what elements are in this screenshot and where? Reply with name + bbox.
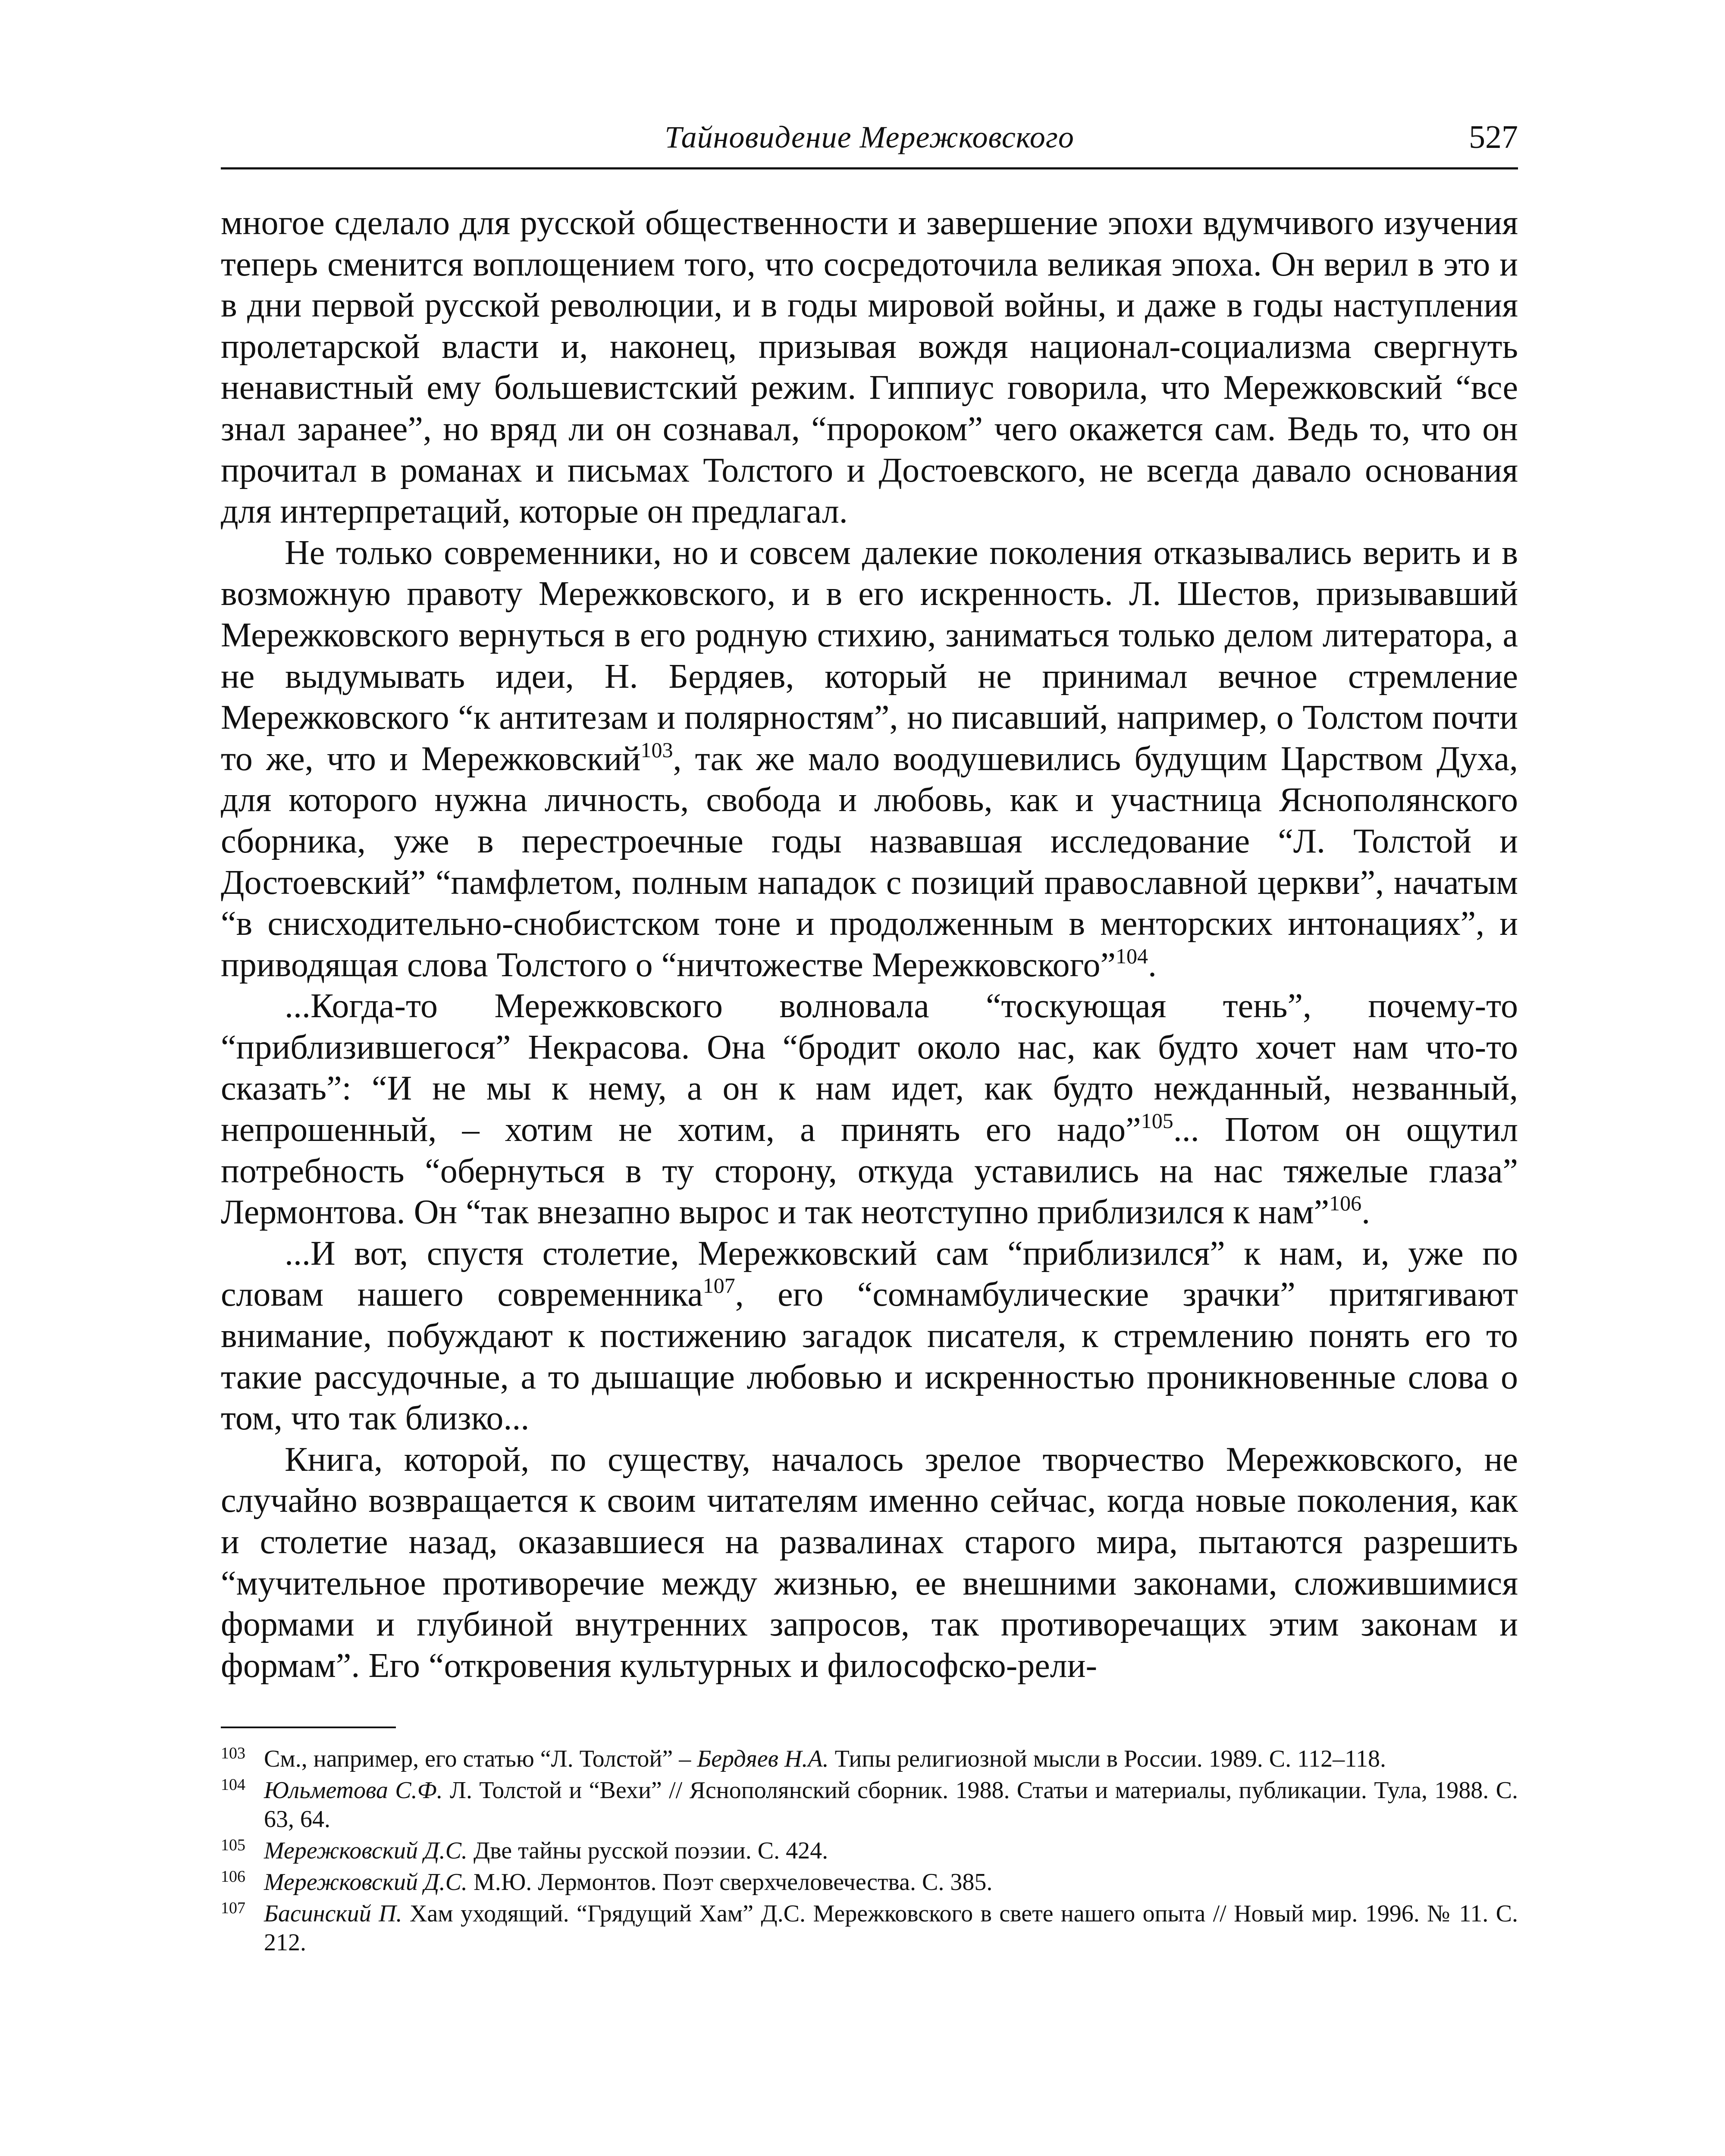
footnote-text: Типы религиозной мысли в России. 1989. С. 112–118. [828,1745,1386,1772]
footnote-author: Мережковский Д.С. [264,1869,467,1896]
paragraph-2-text-c: . [1148,946,1157,984]
paragraph-2-text-b: , так же мало воодушевились будущим Царством Духа, для которого нужна личность, свобода и любовь, как и участница Яснополянского сборника, уже в перестроечные годы назвавшая исследование “Л. Толстой и Достоевский” “памфлетом, полным нападок с позиций православной церкви”, начатым “в снисходительно-снобистском тоне и продолженным в менторских интонациях”, и приводящая слова Толстого о “ничтожестве Мережковского” [221,740,1518,984]
paragraph-1 [221,203,1518,533]
paragraph-3-text-b: ... Потом он ощутил потребность “обернуться в ту сторону, откуда уставились на нас тяжелые глаза” Лермонтова. Он “так внезапно вырос и так неотступно приблизился к нам” [221,1111,1518,1232]
footnote-ref-105[interactable]: 105 [1141,1109,1173,1133]
footnote-ref-107[interactable]: 107 [703,1273,735,1298]
page-number: 527 [1469,119,1518,155]
footnote-number: 104 [221,1776,245,1794]
paragraph-2 [221,533,1518,986]
paragraph-5 [221,1439,1518,1687]
footnote-text: См., например, его статью “Л. Толстой” – [264,1745,697,1772]
paragraph-5-text: Книга, которой, по существу, началось зрелое творчество Мережковского, не случайно возвращается к своим читателям именно сейчас, когда новые поколения, как и столетие назад, оказавшиеся на развалинах старого мира, пытаются разрешить “мучительное противоречие между жизнью, ее внешними законами, сложившимися формами и глубиной внутренних запросов, так противоречащих этим законам и формам”. Его “откровения культурных и философско-рели- [221,1440,1518,1685]
footnote-number: 107 [221,1899,245,1917]
footnote-rule [221,1727,396,1728]
footnote-author: Бердяев Н.А. [697,1745,829,1772]
paragraph-4-text-b: , его “сомнамбулические зрачки” притягивают внимание, побуждают к постижению загадок писателя, к стремлению понять его то такие рассудочные, а то дышащие любовью и искренностью проникновенные слова о том, что так близко... [221,1275,1518,1438]
running-title: Тайновидение Мережковского [665,120,1074,154]
paragraph-4-text-a: ...И вот, спустя столетие, Мережковский сам “приблизился” к нам, и, уже по словам нашего современника [221,1234,1518,1314]
footnote-ref-104[interactable]: 104 [1115,943,1148,968]
footnote-author: Мережковский Д.С. [264,1837,467,1864]
running-head [221,116,1518,167]
footnote-107 [221,1899,1518,1957]
footnote-104 [221,1776,1518,1834]
footnote-author: Басинский П. [264,1900,402,1927]
footnote-105 [221,1836,1518,1865]
footnote-ref-103[interactable]: 103 [640,737,673,762]
footnote-number: 106 [221,1868,245,1886]
paragraph-3-text-a: ...Когда-то Мережковского волновала “тоскующая тень”, почему-то “приблизившегося” Некрасова. Она “бродит около нас, как будто хочет нам что-то сказать”: “И не мы к нему, а он к нам идет, как будто нежданный, незванный, непрошенный, – хотим не хотим, а принять его надо” [221,987,1518,1149]
footnote-text: Л. Толстой и “Вехи” // Яснополянский сборник. 1988. Статьи и материалы, публикации. Тула, 1988. С. 63, 64. [264,1777,1518,1833]
footnote-text: Две тайны русской поэзии. С. 424. [467,1837,828,1864]
footnotes [221,1745,1518,1960]
paragraph-4 [221,1233,1518,1439]
main-text [221,203,1518,1686]
paragraph-3 [221,986,1518,1233]
footnote-103 [221,1745,1518,1774]
footnote-number: 103 [221,1744,245,1762]
paragraph-1-text: многое сделало для русской общественности и завершение эпохи вдумчивого изучения теперь сменится воплощением того, что сосредоточила великая эпоха. Он верил в это и в дни первой русской революции, и в годы мировой войны, и даже в годы наступления пролетарской власти и, наконец, призывая вождя национал-социализма свергнуть ненавистный ему большевистский режим. Гиппиус говорила, что Мережковский “все знал заранее”, но вряд ли он сознавал, “пророком” чего окажется сам. Ведь то, что он прочитал в романах и письмах Толстого и Достоевского, не всегда давало основания для интерпретаций, которые он предлагал. [221,204,1518,531]
paragraph-2-text-a: Не только современники, но и совсем далекие поколения отказывались верить и в возможную правоту Мережковского, и в его искренность. Л. Шестов, призывавший Мережковского вернуться в его родную стихию, заниматься только делом литератора, а не выдумывать идеи, Н. Бердяев, который не принимал вечное стремление Мережковского “к антитезам и полярностям”, но писавший, например, о Толстом почти то же, что и Мережковский [221,533,1518,778]
paragraph-3-text-c: . [1361,1193,1371,1232]
footnote-author: Юльметова С.Ф. [264,1777,443,1804]
footnote-text: Хам уходящий. “Грядущий Хам” Д.С. Мережковского в свете нашего опыта // Новый мир. 1996. № 11. С. 212. [264,1900,1518,1956]
footnote-text: М.Ю. Лермонтов. Поэт сверхчеловечества. С. 385. [467,1869,993,1896]
header-rule [221,167,1518,169]
footnote-ref-106[interactable]: 106 [1329,1191,1362,1216]
footnote-number: 105 [221,1836,245,1854]
footnote-106 [221,1868,1518,1897]
